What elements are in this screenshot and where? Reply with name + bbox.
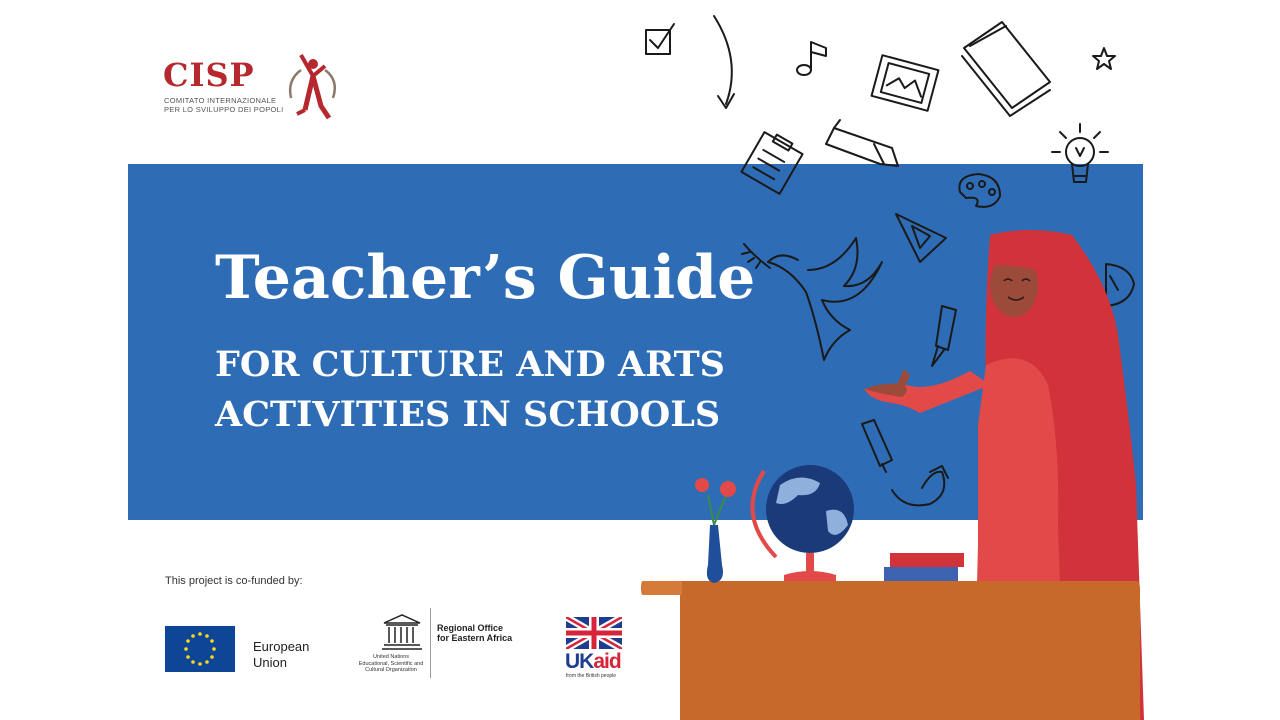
picture-frame-icon — [872, 55, 939, 111]
uk-flag-icon — [566, 617, 622, 649]
globe — [752, 465, 854, 581]
page-title: Teacher’s Guide — [215, 243, 756, 313]
palette-icon — [959, 174, 1000, 207]
flower-vase — [695, 478, 736, 583]
unesco-office-line1: Regional Office — [437, 623, 504, 633]
ukaid-uk: UK — [565, 650, 594, 673]
cisp-subtitle — [164, 96, 284, 114]
unesco-office-line2: for Eastern Africa — [437, 633, 513, 643]
teacher-scene-illustration — [640, 225, 1150, 720]
eu-label — [253, 639, 309, 671]
music-note-icon — [797, 42, 826, 75]
eu-label-line2: Union — [253, 655, 287, 670]
pencil-icon — [826, 120, 898, 166]
unesco-divider — [430, 608, 431, 678]
cisp-subtitle-line1: COMITATO INTERNAZIONALE — [164, 96, 277, 105]
cisp-wordmark: CISP — [163, 56, 255, 94]
checkbox-icon — [646, 24, 674, 54]
unesco-office-label — [437, 623, 512, 643]
cisp-figure-icon — [283, 50, 343, 122]
cofunded-label: This project is co-funded by: — [165, 575, 303, 587]
subtitle-line2: ACTIVITIES IN SCHOOLS — [215, 394, 721, 435]
subtitle-line1: FOR CULTURE AND ARTS — [215, 344, 725, 385]
star-icon — [1093, 48, 1115, 69]
ukaid-tagline: from the British people — [566, 673, 617, 679]
unesco-name-line2: Educational, Scientific and — [358, 660, 424, 667]
cisp-logo — [163, 50, 348, 122]
unesco-name-line1: United Nations — [372, 654, 410, 660]
ukaid-aid: aid — [593, 650, 621, 673]
unesco-name — [356, 654, 426, 674]
cisp-subtitle-line2: PER LO SVILUPPO DEI POPOLI — [164, 105, 284, 114]
book-stack — [884, 553, 964, 581]
unesco-name-line3: Cultural Organization — [365, 667, 417, 673]
eu-flag-icon — [165, 626, 235, 672]
book-icon — [962, 22, 1050, 116]
arrow-down-icon — [714, 16, 734, 108]
unesco-temple-icon — [380, 613, 424, 651]
eu-label-line1: European — [253, 639, 310, 654]
desk — [641, 581, 1140, 720]
ukaid-logo — [565, 650, 621, 674]
clipboard-icon — [741, 132, 802, 194]
lightbulb-icon — [1052, 124, 1108, 182]
